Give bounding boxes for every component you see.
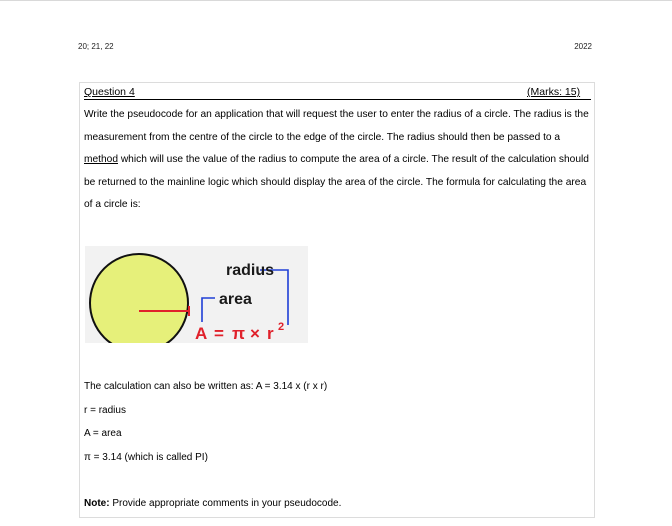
question-text-part-1: Write the pseudocode for an application that will request the user to enter the radius of a circle. The radius is the measurement from the centre of the circle to the edge of the circle. The radius should then be passed to a	[84, 109, 589, 143]
calc-line: The calculation can also be written as: A = 3.14 x (r x r)	[84, 381, 328, 392]
header-left-text: 20; 21, 22	[78, 42, 114, 51]
question-header-rule	[84, 99, 591, 100]
note-line	[84, 498, 341, 509]
formula-diagram	[85, 246, 308, 343]
formula-figure	[85, 246, 308, 343]
formula-equals: =	[214, 324, 224, 343]
r-definition: r = radius	[84, 405, 126, 416]
top-divider	[0, 0, 672, 1]
note-label: Note:	[84, 498, 110, 509]
a-definition: A = area	[84, 428, 122, 439]
question-text-part-2: which will use the value of the radius to compute the area of a circle. The result of the calculation should be returned to the mainline logic which should display the area of the circle. The formula for calculating the area of a circle is:	[84, 154, 589, 210]
formula-r: r	[267, 324, 274, 343]
question-title: Question 4	[84, 86, 135, 98]
area-label: area	[219, 291, 252, 308]
formula-a: A	[195, 324, 208, 343]
question-marks: (Marks: 15)	[527, 86, 581, 98]
area-pointer-line	[202, 298, 215, 322]
question-text	[84, 104, 596, 217]
formula-exponent: 2	[278, 321, 285, 333]
radius-label: radius	[226, 262, 275, 279]
formula-pi: π	[232, 324, 246, 343]
note-text: Provide appropriate comments in your pseudocode.	[109, 498, 342, 509]
header-year: 2022	[574, 42, 592, 51]
circle-shape	[90, 254, 188, 343]
formula-times: ×	[250, 324, 260, 343]
method-word: method	[84, 154, 118, 165]
pi-definition: π = 3.14 (which is called PI)	[84, 452, 208, 463]
